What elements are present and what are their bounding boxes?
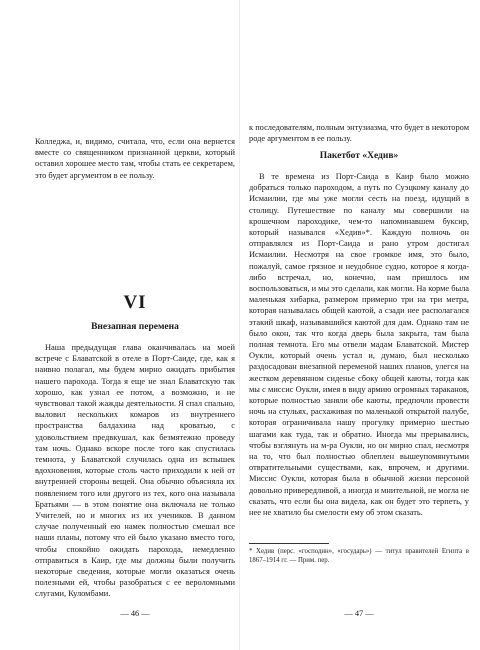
right-opening-paragraph [249,122,469,144]
chapter-title: Внезапная перемена [91,322,179,332]
chapter-number: VI [123,292,147,313]
section-title: Пакетбот «Хедив» [319,151,399,161]
left-body-text: Наша предыдущая глава оканчивалась на моей встрече с Блаватской в отеле в Порт-Саиде, где, как я наивно полагал, мы будем мирно ожидать прибытия нашего парохода. Тогда я еще не знал Блаватскую так хорошо, как узнал ее потом, а возможно, и не чувствовал такой жажды деятельности. Я спал спально, выловил нескольких комаров из внутреннего пространства балдахина над кроватью, с удовольствием предвкушал, как безмятежно проведу там ночь. Однако вскоре после того как спустилась темнота, у Блаватской случилась одна из вспышек вдохновения, которые столь часто приходили к ней от внутренней стороны вещей. Она обычно объясняла их появлением того или другого из тех, кого она называла Братьями — в этом понятие она включала не только Учителей, но и многих из их учеников. В данном случае полученный ею намек полностью смешал все наши планы, потому что ей было указано вместо того, чтобы спокойно ожидать парохода, немедленно отправиться в Каир, где мы должны были получить некоторые сведения, которые могли оказаться очень полезными ей, чтобы разобраться с ее вероломными слугами, Куломбами. [35,343,235,599]
footnote: * Хедив (перс. «господин», «государь») — титул правителей Египта в 1867–1914 гг. — Прим. пер. [249,548,469,564]
right-body-paragraph [249,171,469,537]
left-body-paragraph [35,342,235,600]
right-body-text: В те времена из Порт-Саида в Каир было можно добраться только пароходом, а путь по Суэцкому каналу до Исмаилии, где мы уже могли сесть на поезд, идущий в столицу. Путешествие по каналу мы совершили на крошечном пароходике, чем-то напоминавшем буксир, который назывался «Хедив»*. Каждую полночь он отправлялся из Порт-Саида и рано утром достигал Исмаилии. Несмотря на свое громкое имя, это было, пожалуй, самое грязное и неудобное судно, которое я когда-либо встречал, но, конечно, нам пришлось им воспользоваться, и мы это сделали, как могли. На корме была маленькая хибарка, размером примерно три на три метра, которая называлась общей каютой, а сзади нее располагался этакий шкаф, называвшийся каютой для дам. Однако там не было окон, так что когда дверь была закрыта, там была полная темнота. Его мы отвели мадам Блаватской. Мистер Оукли, который очень устал и, думаю, был несколько раздосадован внезапной переменой наших планов, улегся на жестком деревянном сиденье сбоку общей каюты, тогда как мы с миссис Оукли, имея в виду армию огромных тараканов, которые полностью заняли обе каюты, предпочли провести ночь на стульях, расхаживая по маленькой открытой палубе, которая ограничивала нашу прогулку примерно шестью шагами как туда, так и обратно. Иногда мы прерывались, чтобы взглянуть на м-ра Оукли, но он мирно спал, несмотря на то, что был полностью облеплен вышеупомянутыми отвратительными существами, как, впрочем, и другими. Миссис Оукли, которая была в обычной жизни персоной довольно привередливой, а иногда и мнительной, не могла не сказать, что если бы она видела, как он будет это терпеть, у нее не хватило бы смелости ему об этом сказать. [249,172,469,518]
left-page-number: — 46 — [120,609,150,618]
left-opening-text: Колледжа, и, видимо, считала, что, если она вернется вместе со священником признанной церкви, который оставил хорошее место там, чтобы стать ее секретарем, это будет аргументом в ее пользу. [35,137,235,180]
right-opening-text: к последователям, полным энтузиазма, что будет в некотором роде аргументом в ее пользу. [249,123,469,144]
right-page [240,0,480,650]
right-page-number: — 47 — [344,609,374,618]
footnote-divider [249,543,329,544]
left-opening-paragraph [35,136,235,181]
